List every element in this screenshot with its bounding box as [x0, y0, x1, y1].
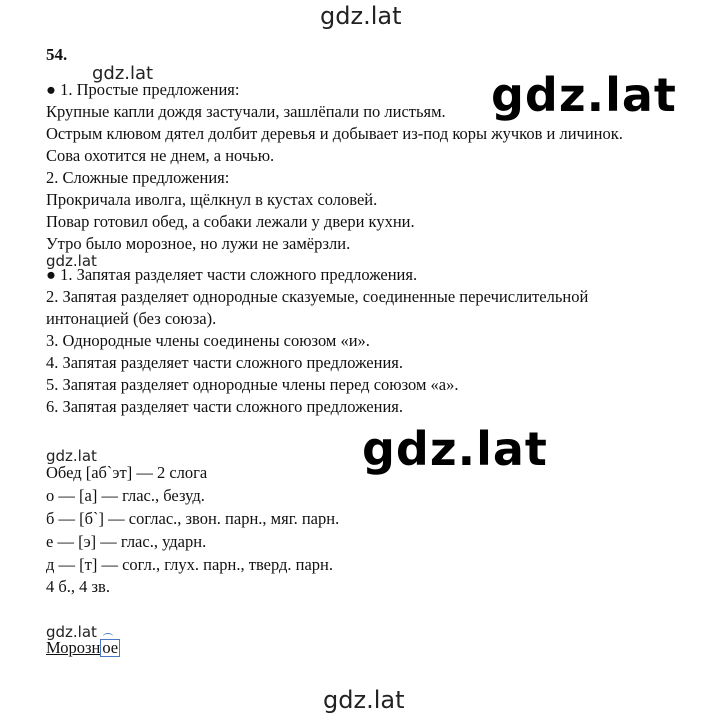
- text-line: 4. Запятая разделяет части сложного предложения.: [46, 353, 403, 372]
- text-line: д — [т] — согл., глух. парн., тверд. парн.: [46, 555, 333, 574]
- watermark-small: gdz.lat: [46, 252, 97, 270]
- watermark-small: gdz.lat: [46, 447, 97, 465]
- text-line: е — [э] — глас., ударн.: [46, 532, 207, 551]
- watermark-large: gdz.lat: [491, 68, 677, 122]
- text-line: 6. Запятая разделяет части сложного предложения.: [46, 397, 403, 416]
- text-line: о — [а] — глас., безуд.: [46, 486, 205, 505]
- watermark-small: gdz.lat: [92, 63, 154, 84]
- text-line: 2. Сложные предложения:: [46, 168, 230, 187]
- morpheme-word: [46, 638, 120, 658]
- watermark-top: gdz.lat: [320, 2, 402, 30]
- text-line: 5. Запятая разделяет однородные члены перед союзом «а».: [46, 375, 459, 394]
- text-line: 2. Запятая разделяет однородные сказуемые, соединенные перечислительной: [46, 287, 589, 306]
- watermark-bottom: gdz.lat: [323, 686, 405, 714]
- text-line: Повар готовил обед, а собаки лежали у двери кухни.: [46, 212, 415, 231]
- text-line: интонацией (без союза).: [46, 309, 217, 328]
- text-line: 3. Однородные члены соединены союзом «и».: [46, 331, 370, 350]
- text-line: ● 1. Запятая разделяет части сложного предложения.: [46, 265, 418, 284]
- watermark-large: gdz.lat: [362, 422, 548, 476]
- text-line: Сова охотится не днем, а ночью.: [46, 146, 275, 165]
- text-line: Утро было морозное, но лужи не замёрзли.: [46, 234, 351, 253]
- word-ending-box: ое: [102, 638, 119, 657]
- text-line: Прокричала иволга, щёлкнул в кустах соловей.: [46, 190, 378, 209]
- text-line: ● 1. Простые предложения:: [46, 80, 240, 99]
- text-line: 4 б., 4 зв.: [46, 577, 110, 596]
- text-line: Обед [аб`эт] — 2 слога: [46, 463, 208, 482]
- exercise-number: 54.: [46, 45, 68, 64]
- watermark-small: gdz.lat: [46, 623, 97, 641]
- text-line: Острым клювом дятел долбит деревья и добывает из-под коры жучков и личинок.: [46, 124, 623, 143]
- word-stem: Морозн: [46, 638, 101, 657]
- text-line: б — [б`] — соглас., звон. парн., мяг. парн.: [46, 509, 340, 528]
- text-line: Крупные капли дождя застучали, зашлёпали по листьям.: [46, 102, 446, 121]
